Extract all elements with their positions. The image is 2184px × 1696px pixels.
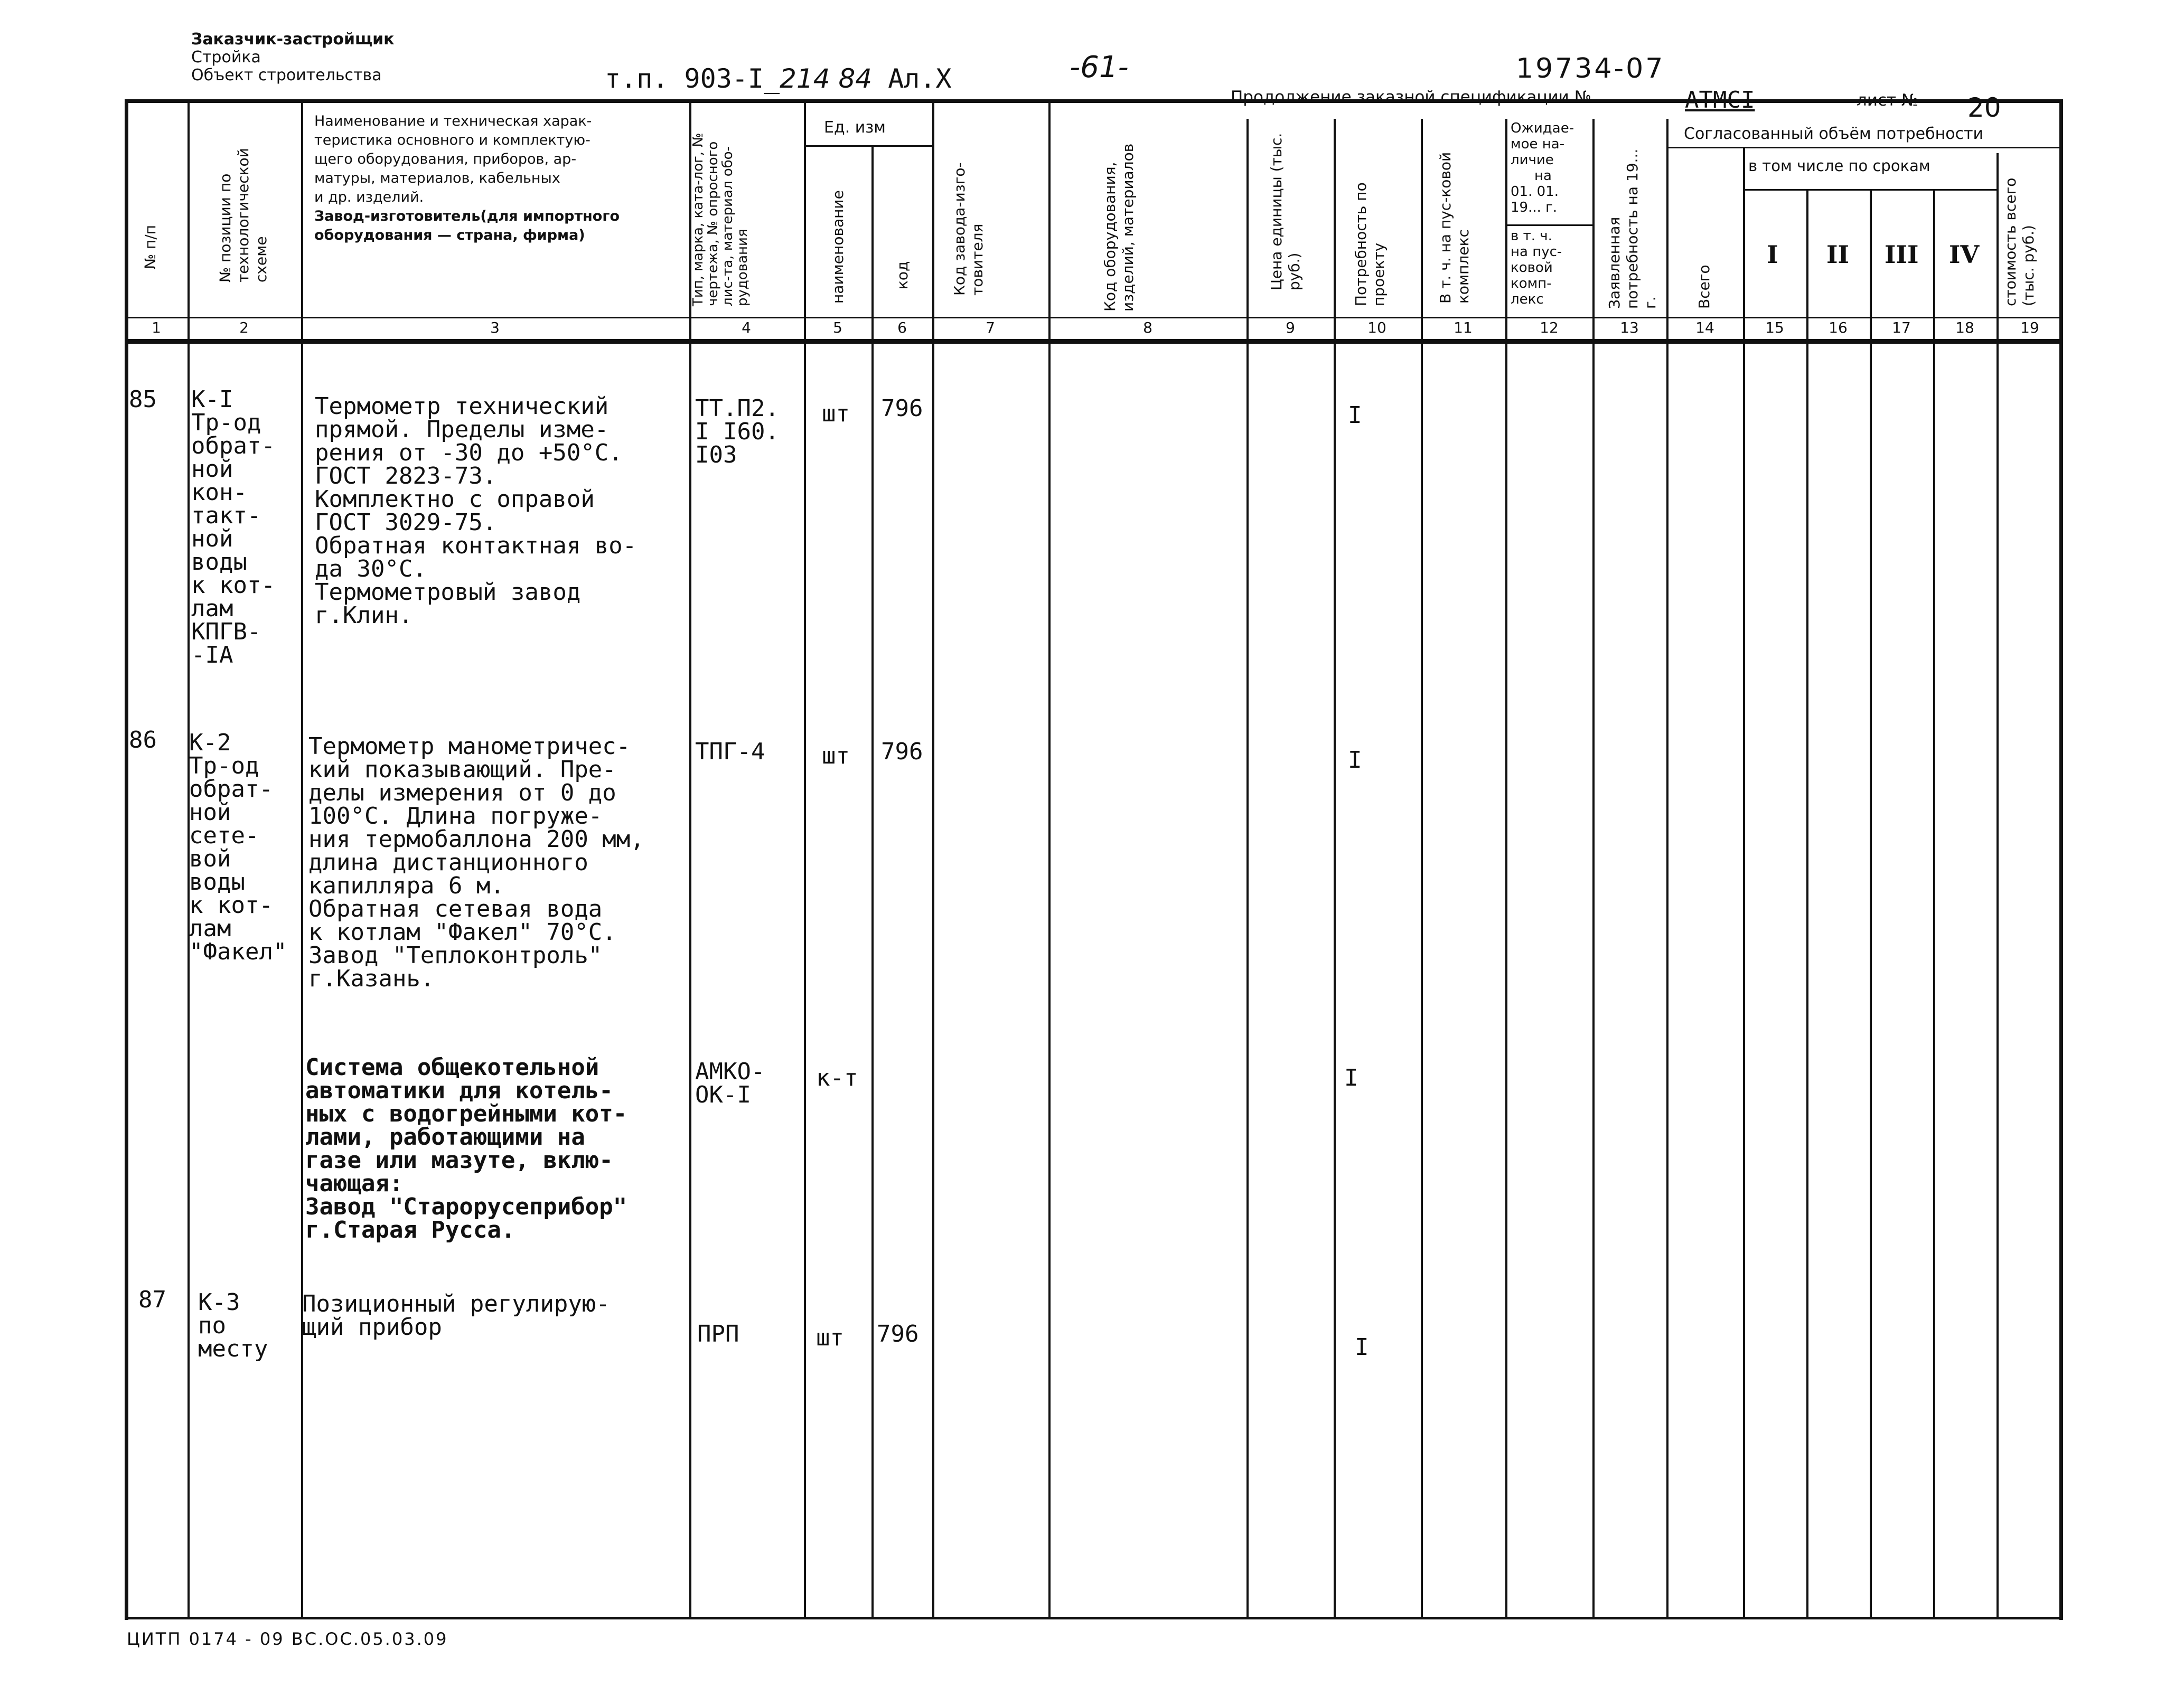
object-label: Объект строительства	[191, 66, 382, 84]
row-system-type: АМКО- ОК-I	[695, 1058, 765, 1108]
document-number: 19734-07	[1516, 53, 1665, 84]
colnum-9: 9	[1286, 319, 1295, 336]
c12-split-rule	[1505, 224, 1592, 226]
tp-number: т.п. 903-I_	[605, 63, 780, 94]
spec-code: АТМСI	[1685, 87, 1755, 114]
term-1-header: I	[1767, 240, 1778, 269]
c3-line-1: Наименование и техническая харак-	[314, 113, 592, 129]
col-header-1: № п/п	[142, 224, 159, 269]
row-86-need: I	[1348, 747, 1362, 774]
row-86-name: Термометр манометричес- кий показывающий. Пре- делы измерения от 0 до 100°С. Длина погруже- ния термобаллона 200 мм, длина дистанционного капилляра 6 м. Обратная сетевая вода к котлам "Факел" 70°С. Завод "Теплоконтроль" г.Казань.	[308, 733, 644, 992]
colnum-15: 15	[1765, 319, 1784, 336]
header-bottom-rule	[125, 317, 2063, 318]
colnum-bottom-rule	[125, 339, 2063, 344]
col-header-12-bottom	[1511, 228, 1562, 307]
col-line-6	[932, 99, 934, 1617]
col-line-5	[871, 147, 874, 1617]
c12-bot-5: лекс	[1511, 291, 1544, 307]
col-header-19: стоимость всего (тыс. руб.)	[2002, 177, 2037, 306]
col-header-7: Код завода-изго-товителя	[951, 162, 986, 296]
col-line-4	[804, 99, 806, 1617]
colnum-3: 3	[490, 319, 500, 336]
c3-line-7: оборудования — страна, фирма)	[314, 227, 585, 243]
colnum-11: 11	[1454, 319, 1473, 336]
term-2-header: II	[1826, 240, 1850, 269]
project-number	[605, 63, 952, 94]
colnum-1: 1	[152, 319, 161, 336]
header-info	[191, 31, 395, 84]
row-85-position: К-I Тр-од обрат- ной кон- такт- ной воды к кот- лам КПГВ- -IА	[191, 386, 275, 668]
col-line-2	[301, 99, 303, 1617]
row-85-num: 85	[129, 386, 157, 413]
colnum-10: 10	[1367, 319, 1386, 336]
c3-line-3: щего оборудования, приборов, ар-	[314, 151, 577, 167]
unit-group-header: Ед. изм	[824, 118, 886, 137]
col-line-14	[1743, 148, 1745, 1617]
colnum-14: 14	[1695, 319, 1714, 336]
tp-album: Ал.X	[888, 63, 952, 94]
row-87-unit: шт	[816, 1324, 844, 1351]
c3-line-6: Завод-изготовитель(для импортного	[314, 208, 620, 224]
col-line-15	[1806, 190, 1808, 1617]
row-86-position: К-2 Тр-од обрат- ной сете- вой воды к кот- лам "Факел"	[189, 729, 287, 965]
sheet-number: 20	[1967, 92, 2001, 123]
c12-top-2: мое на-	[1511, 136, 1565, 152]
colnum-19: 19	[2020, 319, 2039, 336]
footer-stamp: ЦИТП 0174 - 09 ВС.ОС.05.03.09	[127, 1629, 448, 1649]
page-number: -61-	[1070, 50, 1129, 84]
c12-bot-2: на пус-	[1511, 244, 1562, 260]
row-85-name: Термометр технический прямой. Пределы изме- рения от -30 до +50°С. ГОСТ 2823-73. Комплектно с оправой ГОСТ 3029-75. Обратная контактная во- да 30°С. Термометровый завод г.Клин.	[315, 393, 637, 629]
c12-top-5: 01. 01.	[1511, 184, 1559, 200]
row-87-need: I	[1355, 1334, 1369, 1361]
c12-bot-1: в т. ч.	[1511, 228, 1552, 244]
colnum-8: 8	[1143, 319, 1152, 336]
row-86-num: 86	[129, 727, 157, 753]
row-system-need: I	[1344, 1064, 1358, 1091]
col-header-13: Заявленная потребность на 19... г.	[1606, 148, 1659, 309]
row-85-type: ТТ.П2. I I60. I03	[695, 395, 779, 468]
row-87-position: К-3 по месту	[198, 1289, 268, 1362]
col-header-12-top	[1511, 120, 1574, 215]
continuation-label: Продолжение заказной спецификации №	[1231, 88, 1591, 107]
row-86-type: ТПГ-4	[695, 738, 765, 765]
c3-line-5: и др. изделий.	[314, 189, 424, 205]
colnum-4: 4	[742, 319, 751, 336]
c3-line-2: теристика основного и комплектую-	[314, 132, 590, 148]
c12-top-4: на	[1534, 168, 1552, 184]
col-line-7	[1048, 99, 1051, 1617]
colnum-7: 7	[986, 319, 995, 336]
construction-label: Стройка	[191, 48, 261, 67]
col-line-3	[689, 99, 691, 1617]
col-header-8: Код оборудования, изделий, материалов	[1101, 143, 1137, 312]
col-header-4: Тип, марка, ката-лог, № чертежа, № опросного лис-та, материал обо-рудования	[690, 133, 751, 306]
term-3-header: III	[1885, 240, 1919, 269]
colnum-16: 16	[1829, 319, 1848, 336]
col-line-17	[1933, 190, 1935, 1617]
c12-top-1: Ожидае-	[1511, 120, 1574, 136]
col-header-14: Всего	[1695, 265, 1713, 309]
colnum-12: 12	[1540, 319, 1559, 336]
agreed-header: Согласованный объём потребности	[1684, 125, 1984, 143]
by-terms-header: в том числе по срокам	[1748, 157, 1930, 175]
row-system-name: Система общекотельной автоматики для котель- ных с водогрейными кот- лами, работающими на газе или мазуте, вклю- чающая: Завод "Старорусеприбор" г.Старая Русса.	[305, 1054, 627, 1243]
c12-bot-3: ковой	[1511, 260, 1553, 276]
col-line-18	[1996, 153, 1999, 1617]
colnum-17: 17	[1892, 319, 1911, 336]
row-87-name: Позиционный регулирую- щий прибор	[302, 1290, 610, 1341]
colnum-2: 2	[239, 319, 249, 336]
table-bottom-line	[125, 1617, 2063, 1619]
colnum-5: 5	[833, 319, 842, 336]
colnum-6: 6	[897, 319, 907, 336]
col-header-10: Потребность по проекту	[1352, 182, 1388, 306]
customer-label: Заказчик-застройщик	[191, 30, 395, 49]
c12-top-3: личие	[1511, 152, 1554, 168]
term-4-header: IV	[1949, 240, 1980, 269]
row-85-code: 796	[881, 395, 923, 422]
tp-handwritten: 214 84	[780, 63, 873, 94]
colnum-13: 13	[1620, 319, 1639, 336]
col-header-9: Цена единицы (тыс. руб.)	[1268, 133, 1303, 290]
col-header-2: № позиции по технологической схеме	[217, 148, 270, 282]
col-line-16	[1870, 190, 1872, 1617]
row-85-need: I	[1348, 402, 1362, 429]
sheet-label: лист №	[1857, 91, 1919, 110]
unit-group-rule	[804, 145, 932, 147]
row-87-type: ПРП	[697, 1321, 739, 1348]
row-85-unit: шт	[822, 400, 850, 427]
terms-rule	[1743, 189, 1996, 191]
col-header-5: наименование	[829, 190, 847, 304]
col-header-3	[314, 112, 620, 245]
row-86-unit: шт	[822, 742, 850, 769]
colnum-18: 18	[1955, 319, 1974, 336]
c12-bot-4: комп-	[1511, 276, 1552, 291]
col-header-6: код	[894, 261, 911, 289]
col-header-11: В т. ч. на пус-ковой комплекс	[1437, 152, 1472, 304]
row-86-code: 796	[881, 738, 923, 765]
row-87-code: 796	[877, 1321, 919, 1348]
c12-top-6: 19... г.	[1511, 200, 1558, 215]
c3-line-4: матуры, материалов, кабельных	[314, 170, 560, 186]
row-87-num: 87	[138, 1286, 166, 1313]
row-system-unit: к-т	[816, 1064, 858, 1091]
